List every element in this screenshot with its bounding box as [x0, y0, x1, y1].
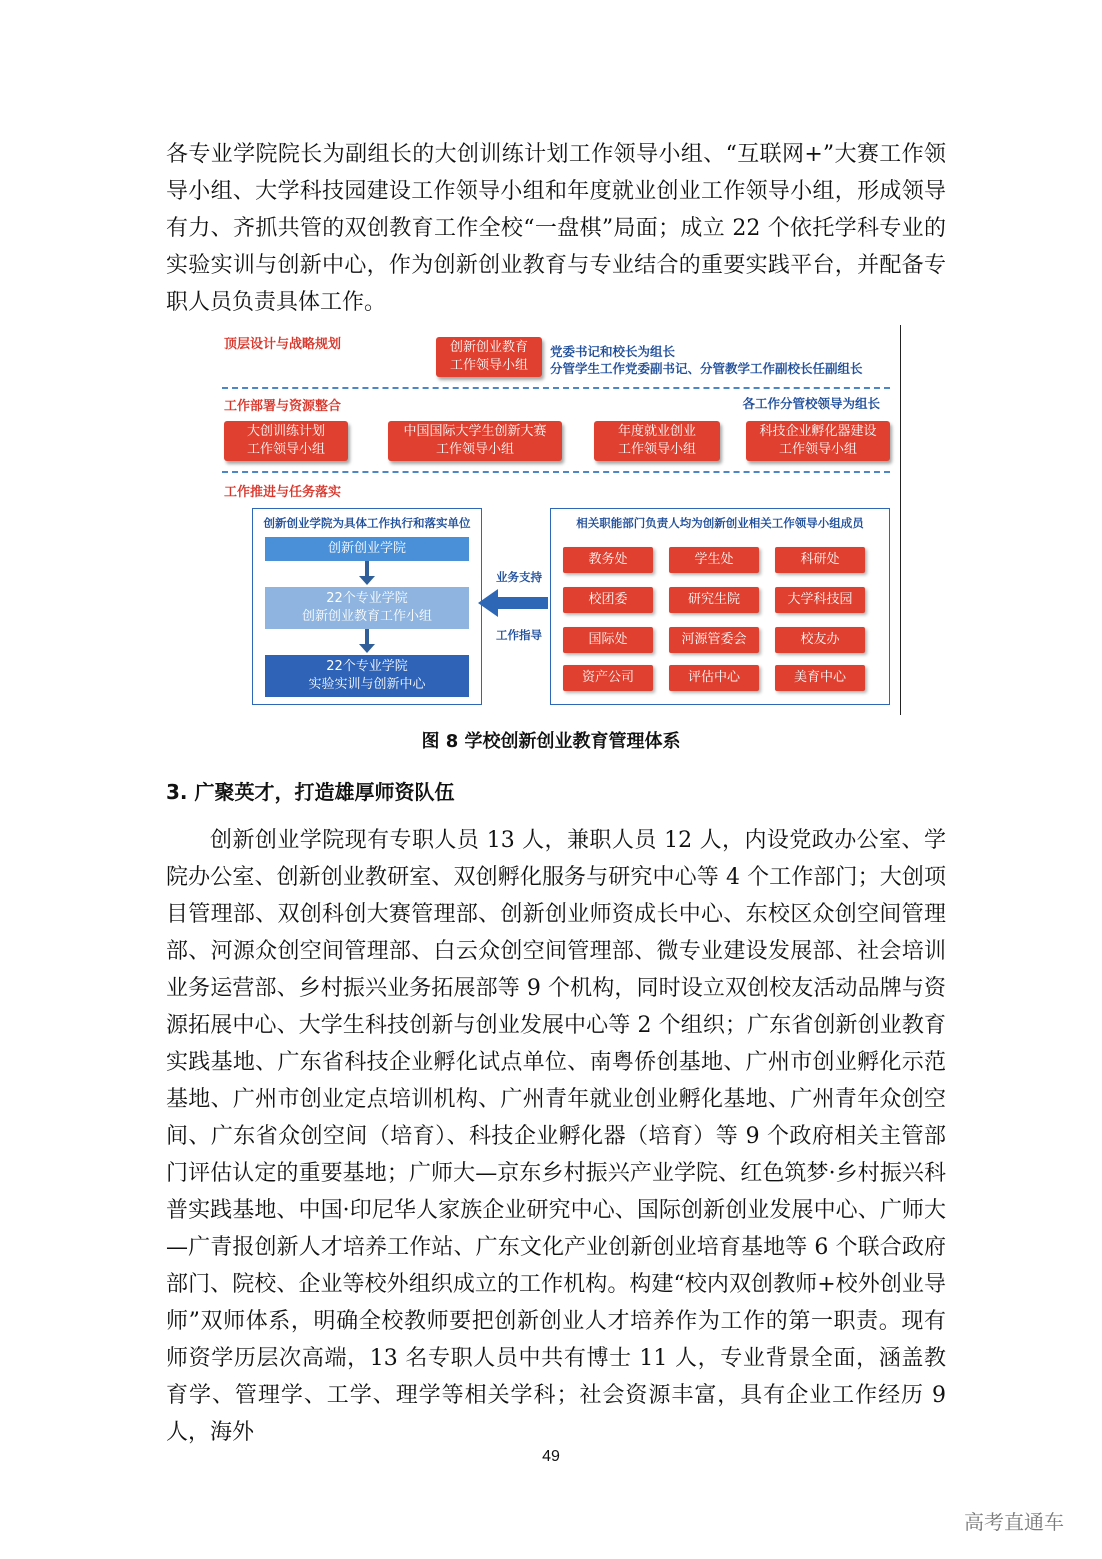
- leader-group-box: [436, 337, 542, 377]
- management-system-diagram: [214, 325, 904, 717]
- leader-box-line-2: 工作领导小组: [449, 358, 528, 373]
- group-box-innovation-training: [224, 421, 348, 461]
- department-box: 研究生院: [669, 587, 759, 613]
- section-label-top: 顶层设计与战略规划: [224, 337, 342, 352]
- leader-note-line-2: 分管学生工作党委副书记、分管教学工作副校长任副组长: [550, 361, 863, 376]
- leader-note-line-1: 党委书记和校长为组长: [550, 344, 676, 359]
- middle-note: 各工作分管校领导为组长: [742, 396, 880, 411]
- group-label-line-1: 科技企业孵化器建设: [759, 424, 877, 439]
- section-label-bottom: 工作推进与任务落实: [224, 485, 342, 500]
- figure-caption: 图 8 学校创新创业教育管理体系: [421, 731, 681, 752]
- college-box: 创新创业学院: [265, 537, 469, 561]
- right-panel-title: 相关职能部门负责人均为创新创业相关工作领导小组成员: [576, 516, 864, 530]
- department-box: 教务处: [563, 547, 653, 573]
- department-box: 河源管委会: [669, 627, 759, 653]
- left-arrow-icon: [476, 587, 550, 619]
- school-work-group-box: [265, 587, 469, 629]
- school-box-line-1: 22个专业学院: [326, 591, 408, 606]
- group-label-line-2: 工作领导小组: [617, 442, 696, 457]
- figure-border-line: [900, 325, 901, 715]
- arrow-label-support: 业务支持: [496, 570, 542, 584]
- leader-box-line-1: 创新创业教育: [449, 340, 528, 355]
- watermark: 高考直通车: [964, 1510, 1064, 1534]
- lab-box-line-1: 22个专业学院: [326, 659, 408, 674]
- lab-box-line-2: 实验实训与创新中心: [308, 677, 426, 692]
- section-heading: 3. 广聚英才，打造雄厚师资队伍: [166, 780, 455, 804]
- group-label-line-1: 年度就业创业: [617, 424, 696, 439]
- department-box: 校友办: [775, 627, 865, 653]
- page-number: 49: [542, 1448, 560, 1465]
- department-box: 美育中心: [775, 665, 865, 691]
- department-box: 国际处: [563, 627, 653, 653]
- group-box-competition: [388, 421, 562, 461]
- group-label-line-1: 大创训练计划: [246, 424, 325, 439]
- school-box-line-2: 创新创业教育工作小组: [301, 609, 432, 624]
- down-arrow-icon: [365, 629, 369, 645]
- left-panel: [252, 508, 482, 705]
- left-panel-title: 创新创业学院为具体工作执行和落实单位: [263, 516, 471, 530]
- section-divider: [222, 471, 890, 473]
- right-panel: [550, 508, 890, 705]
- lab-center-box: [265, 655, 469, 697]
- group-label-line-2: 工作领导小组: [435, 442, 514, 457]
- group-label-line-2: 工作领导小组: [246, 442, 325, 457]
- department-box: 资产公司: [563, 665, 653, 691]
- leader-note: [550, 343, 890, 377]
- department-box: 校团委: [563, 587, 653, 613]
- department-box: 科研处: [775, 547, 865, 573]
- group-box-incubator: [746, 421, 890, 461]
- group-label-line-2: 工作领导小组: [778, 442, 857, 457]
- down-arrow-icon: [365, 561, 369, 577]
- section-label-middle: 工作部署与资源整合: [224, 399, 342, 414]
- department-box: 评估中心: [669, 665, 759, 691]
- arrow-label-guidance: 工作指导: [496, 628, 542, 642]
- body-paragraph: 各专业学院院长为副组长的大创训练计划工作领导小组、“互联网+”大赛工作领导小组、大学科技园建设工作领导小组和年度就业创业工作领导小组，形成领导有力、齐抓共管的双创教育工作全校“一盘棋”局面；成立 22 个依托学科专业的实验实训与创新中心，作为创新创业教育与专业结合的重要实践平台，并配备专职人员负责具体工作。: [166, 142, 946, 315]
- department-box: 学生处: [669, 547, 759, 573]
- group-label-line-1: 中国国际大学生创新大赛: [403, 424, 547, 439]
- department-box: 大学科技园: [775, 587, 865, 613]
- group-box-employment: [594, 421, 720, 461]
- section-divider: [222, 387, 890, 389]
- body-paragraph: 创新创业学院现有专职人员 13 人，兼职人员 12 人，内设党政办公室、学院办公室、创新创业教研室、双创孵化服务与研究中心等 4 个工作部门；大创项目管理部、双创科创大赛管理部、创新创业师资成长中心、东校区众创空间管理部、河源众创空间管理部、白云众创空间管理部、微专业建设发展部、社会培训业务运营部、乡村振兴业务拓展部等 9 个机构，同时设立双创校友活动品牌与资源拓展中心、大学生科技创新与创业发展中心等 2 个组织；广东省创新创业教育实践基地、广东省科技企业孵化试点单位、南粤侨创基地、广州市创业孵化示范基地、广州市创业定点培训机构、广州青年就业创业孵化基地、广州青年众创空间、广东省众创空间（培育）、科技企业孵化器（培育）等 9 个政府相关主管部门评估认定的重要基地；广师大—京东乡村振兴产业学院、红色筑梦·乡村振兴科普实践基地、中国·印尼华人家族企业研究中心、国际创新创业发展中心、广师大—广青报创新人才培养工作站、广东文化产业创新创业培育基地等 6 个联合政府部门、院校、企业等校外组织成立的工作机构。构建“校内双创教师+校外创业导师”双师体系，明确全校教师要把创新创业人才培养作为工作的第一职责。现有师资学历层次高端，13 名专职人员中共有博士 11 人，专业背景全面，涵盖教育学、管理学、工学、理学等相关学科；社会资源丰富，具有企业工作经历 9 人，海外: [166, 828, 946, 1445]
